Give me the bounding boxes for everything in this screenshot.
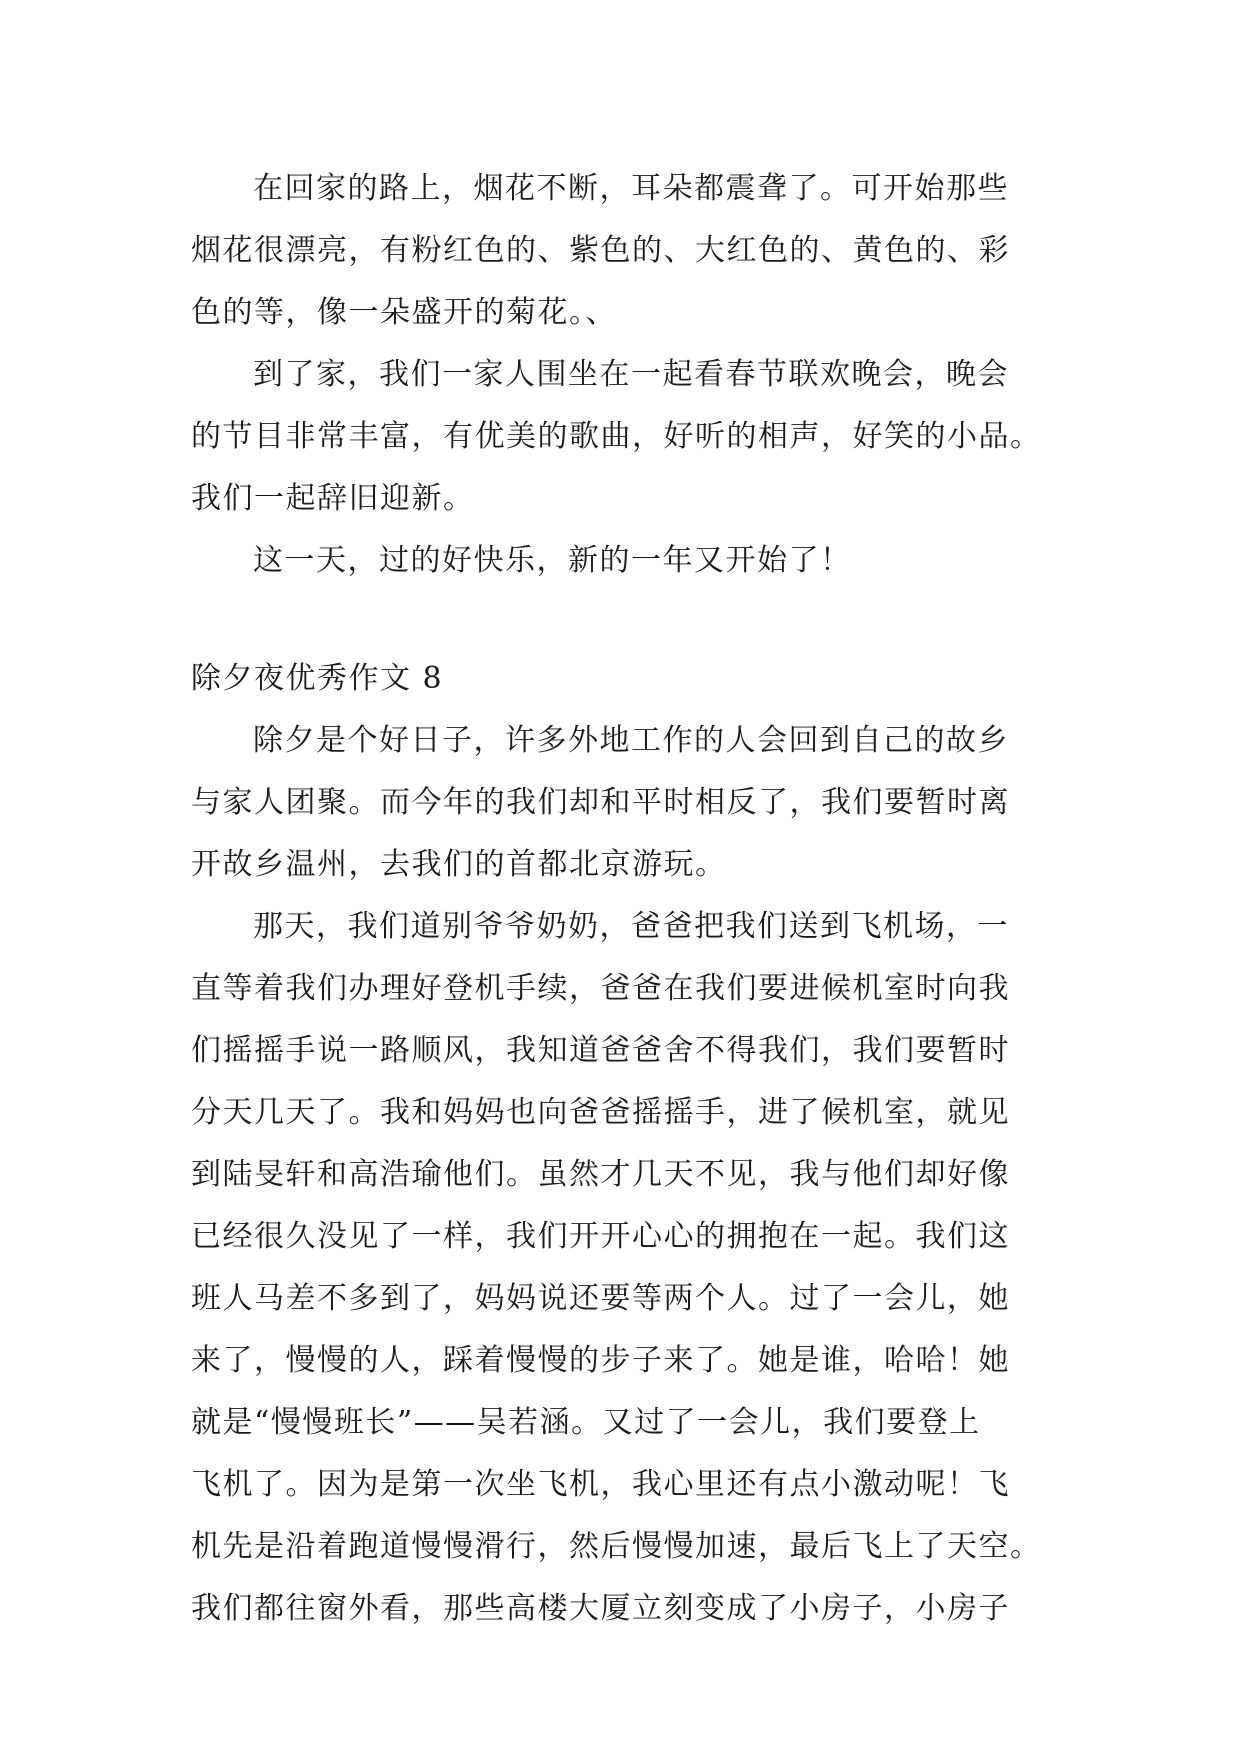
paragraph-line: 班人马差不多到了，妈妈说还要等两个人。过了一会儿，她 — [191, 1281, 1010, 1316]
section-spacer — [191, 592, 1056, 648]
paragraph-line: 就是“慢慢班长”——吴若涵。又过了一会儿，我们要登上 — [191, 1405, 981, 1440]
paragraph-line: 来了，慢慢的人，踩着慢慢的步子来了。她是谁，哈哈！她 — [191, 1343, 1010, 1378]
paragraph-line: 直等着我们办理好登机手续，爸爸在我们要进候机室时向我 — [191, 971, 1010, 1006]
paragraph-line: 飞机了。因为是第一次坐飞机，我心里还有点小激动呢！飞 — [191, 1467, 1010, 1502]
paragraph-line: 们摇摇手说一路顺风，我知道爸爸舍不得我们，我们要暂时 — [191, 1033, 1010, 1068]
paragraph-line: 烟花很漂亮，有粉红色的、紫色的、大红色的、黄色的、彩 — [191, 233, 1010, 268]
paragraph-line: 到了家，我们一家人围坐在一起看春节联欢晚会，晚会 — [253, 357, 1009, 392]
paragraph-line: 已经很久没见了一样，我们开开心心的拥抱在一起。我们这 — [191, 1219, 1010, 1254]
paragraph-line: 开故乡温州，去我们的首都北京游玩。 — [191, 847, 727, 882]
paragraph-line: 到陆旻轩和高浩瑜他们。虽然才几天不见，我与他们却好像 — [191, 1157, 1010, 1192]
paragraph-line: 我们都往窗外看，那些高楼大厦立刻变成了小房子，小房子 — [191, 1591, 1010, 1626]
paragraph — [191, 710, 1056, 896]
paragraph-line: 那天，我们道别爷爷奶奶，爸爸把我们送到飞机场，一 — [253, 909, 1009, 944]
paragraph — [191, 344, 1056, 530]
paragraph-line: 的节目非常丰富，有优美的歌曲，好听的相声，好笑的小品。 — [191, 419, 1042, 454]
section-title: 除夕夜优秀作文 8 — [191, 661, 444, 696]
paragraph — [191, 158, 1056, 344]
paragraph-line: 分天几天了。我和妈妈也向爸爸摇摇手，进了候机室，就见 — [191, 1095, 1010, 1130]
paragraph-line: 在回家的路上，烟花不断，耳朵都震聋了。可开始那些 — [253, 171, 1009, 206]
paragraph-line: 除夕是个好日子，许多外地工作的人会回到自己的故乡 — [253, 723, 1009, 758]
paragraph-line: 我们一起辞旧迎新。 — [191, 481, 475, 516]
paragraph-line: 与家人团聚。而今年的我们却和平时相反了，我们要暂时离 — [191, 785, 1010, 820]
paragraph-line: 这一天，过的好快乐，新的一年又开始了！ — [253, 543, 852, 578]
paragraph-line: 色的等，像一朵盛开的菊花。、 — [191, 295, 617, 330]
paragraph — [191, 530, 1056, 592]
paragraph-line: 机先是沿着跑道慢慢滑行，然后慢慢加速，最后飞上了天空。 — [191, 1529, 1042, 1564]
document-body — [191, 158, 1056, 1640]
paragraph — [191, 896, 1056, 1640]
